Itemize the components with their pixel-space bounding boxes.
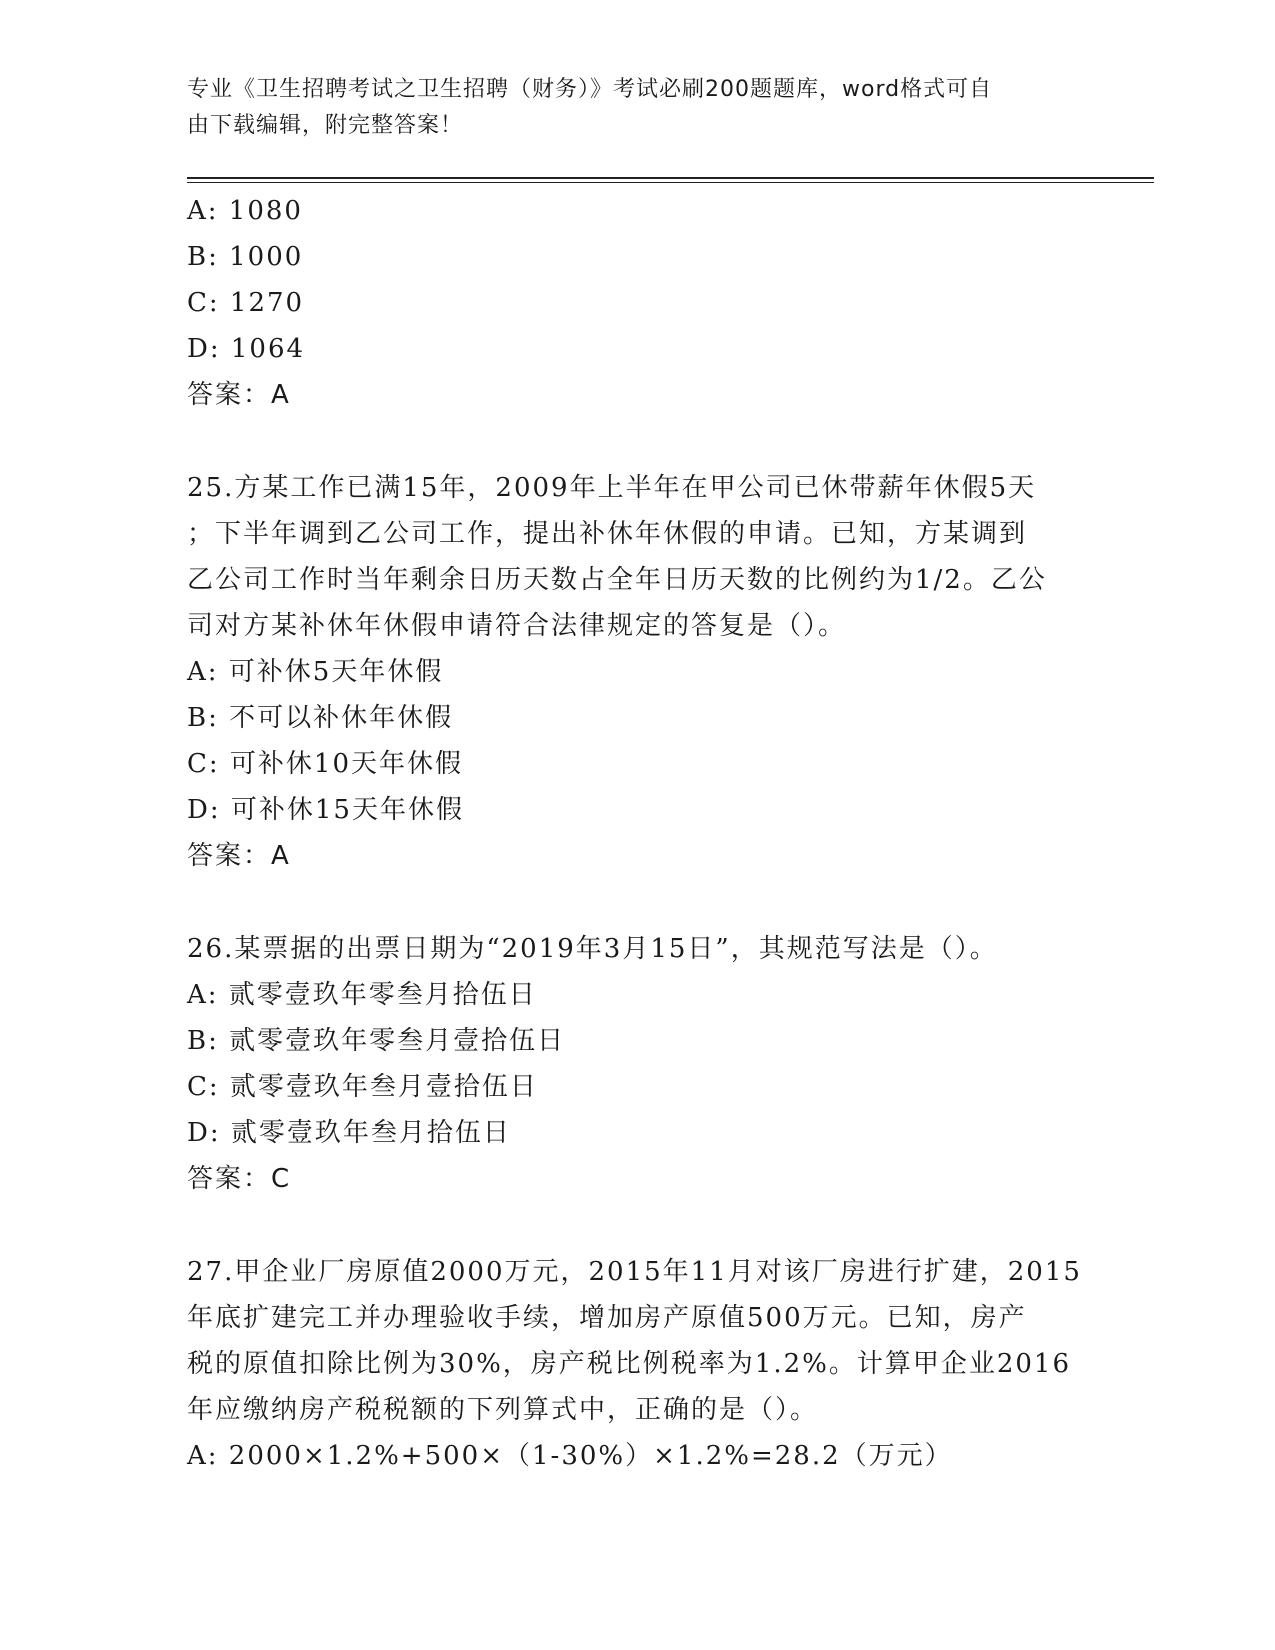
option-c: C: 1270 bbox=[187, 288, 305, 318]
question-27 bbox=[187, 1249, 1087, 1479]
option-a: A: 1080 bbox=[187, 196, 303, 226]
option-a: A: 贰零壹玖年零叁月拾伍日 bbox=[187, 980, 537, 1010]
option-b: B: 贰零壹玖年零叁月壹拾伍日 bbox=[187, 1026, 566, 1056]
header-divider-thick bbox=[187, 177, 1154, 179]
option-d: D: 可补休15天年休假 bbox=[187, 795, 464, 825]
question-26 bbox=[187, 926, 1087, 1202]
header-line-2: 由下载编辑，附完整答案！ bbox=[187, 113, 464, 138]
question-24-options bbox=[187, 188, 1087, 418]
option-b: B: 不可以补休年休假 bbox=[187, 703, 454, 733]
option-d: D: 1064 bbox=[187, 334, 306, 364]
option-c: C: 可补休10天年休假 bbox=[187, 749, 464, 779]
question-text-line: 年底扩建完工并办理验收手续，增加房产原值500万元。已知，房产 bbox=[187, 1303, 1027, 1333]
question-text-line: 26.某票据的出票日期为“2019年3月15日”，其规范写法是（）。 bbox=[187, 934, 998, 964]
option-b: B: 1000 bbox=[187, 242, 304, 272]
option-d: D: 贰零壹玖年叁月拾伍日 bbox=[187, 1118, 511, 1148]
document-body bbox=[187, 188, 1087, 1479]
question-text-line: 27.甲企业厂房原值2000万元，2015年11月对该厂房进行扩建，2015 bbox=[187, 1257, 1082, 1287]
option-a: A: 可补休5天年休假 bbox=[187, 657, 444, 687]
document-header bbox=[187, 72, 1067, 144]
question-25 bbox=[187, 465, 1087, 879]
question-text-line: 年应缴纳房产税税额的下列算式中，正确的是（）。 bbox=[187, 1395, 819, 1425]
question-text-line: 乙公司工作时当年剩余日历天数占全年日历天数的比例约为1/2。乙公 bbox=[187, 565, 1047, 595]
question-text-line: 税的原值扣除比例为30%，房产税比例税率为1.2%。计算甲企业2016 bbox=[187, 1349, 1072, 1379]
question-text-line: 司对方某补休年休假申请符合法律规定的答复是（）。 bbox=[187, 611, 847, 641]
header-divider-thin bbox=[187, 182, 1154, 183]
option-a: A: 2000×1.2%+500×（1-30%）×1.2%=28.2（万元） bbox=[187, 1441, 953, 1471]
header-line-1: 专业《卫生招聘考试之卫生招聘（财务）》考试必刷200题题库，word格式可自 bbox=[187, 77, 993, 102]
option-c: C: 贰零壹玖年叁月壹拾伍日 bbox=[187, 1072, 538, 1102]
answer-line: 答案：A bbox=[187, 841, 291, 871]
answer-line: 答案：C bbox=[187, 1164, 292, 1194]
question-text-line: 25.方某工作已满15年，2009年上半年在甲公司已休带薪年休假5天 bbox=[187, 473, 1037, 503]
question-text-line: ；下半年调到乙公司工作，提出补休年休假的申请。已知，方某调到 bbox=[187, 519, 1028, 549]
answer-line: 答案：A bbox=[187, 380, 291, 410]
